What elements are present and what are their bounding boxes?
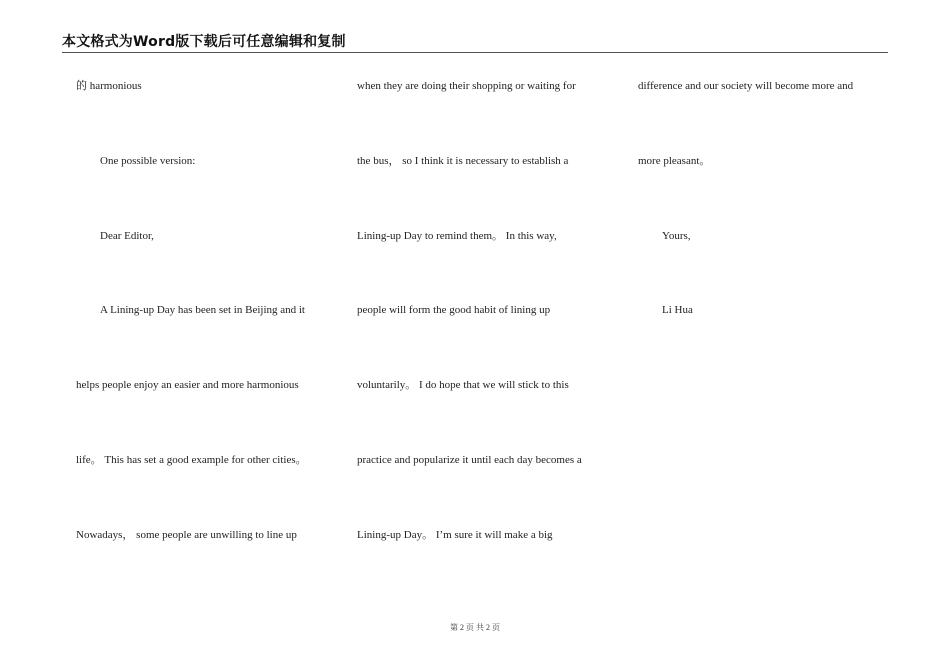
text-line: Lining-up Day to remind them。 In this way, — [357, 230, 557, 242]
text-line: the bus， so I think it is necessary to establish a — [357, 155, 569, 167]
text-line: voluntarily。 I do hope that we will stick to this — [357, 379, 569, 391]
text-line: Yours, — [662, 230, 691, 242]
text-line: 的 harmonious — [76, 80, 142, 92]
text-line: A Lining-up Day has been set in Beijing and it — [100, 304, 305, 316]
text-line: Lining-up Day。 I’m sure it will make a big — [357, 529, 553, 541]
document-header — [62, 34, 888, 53]
text-line: when they are doing their shopping or waiting for — [357, 80, 576, 92]
text-line: people will form the good habit of lining up — [357, 304, 551, 316]
page-number: 第 2 页 共 2 页 — [450, 623, 500, 632]
header-title: 本文格式为Word版下载后可任意编辑和复制 — [62, 34, 346, 50]
text-line: One possible version: — [100, 155, 196, 167]
text-line: Nowadays， some people are unwilling to line up — [76, 529, 297, 541]
text-line: difference and our society will become more and — [638, 80, 854, 92]
text-line: life。 This has set a good example for other cities。 — [76, 454, 307, 466]
text-line: more pleasant。 — [638, 155, 711, 167]
text-line: Dear Editor, — [100, 230, 154, 242]
text-line: helps people enjoy an easier and more harmonious — [76, 379, 299, 391]
text-line: practice and popularize it until each day becomes a — [357, 454, 582, 466]
text-line: Li Hua — [662, 304, 693, 316]
